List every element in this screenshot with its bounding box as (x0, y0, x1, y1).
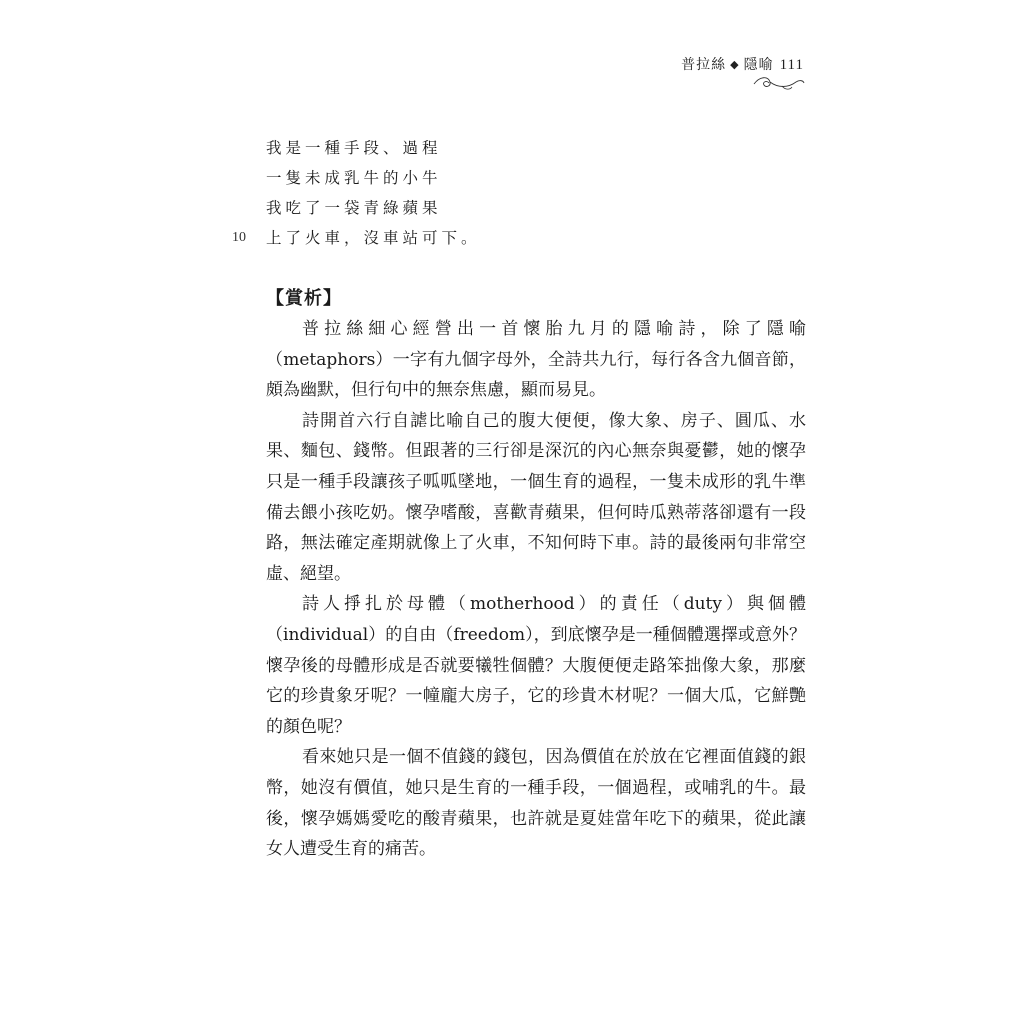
analysis-paragraph: 普拉絲細心經營出一首懷胎九月的隱喻詩，除了隱喻（metaphors）一字有九個字母外，全詩共九行，每行各含九個音節，頗為幽默，但行句中的無奈焦慮，顯而易見。 (266, 319, 806, 401)
poem-line: 我吃了一袋青綠蘋果 (266, 199, 442, 217)
poem-line-number: 10 (232, 230, 246, 245)
analysis-paragraph: 看來她只是一個不值錢的錢包，因為價值在於放在它裡面值錢的銀幣，她沒有價值，她只是生育的一種手段，一個過程，或哺乳的牛。最後，懷孕媽媽愛吃的酸青蘋果，也許就是夏娃當年吃下的蘋果，從此讓女人遭受生育的痛苦。 (266, 747, 806, 860)
header-title: 隱喻 (743, 57, 774, 73)
ornamental-flourish-icon (752, 74, 806, 92)
poem-line-last (232, 223, 481, 253)
analysis-body (266, 314, 806, 865)
analysis-heading: 【賞析】 (266, 288, 342, 309)
header-author: 普拉絲 (681, 57, 727, 73)
poem-line: 一隻未成乳牛的小牛 (266, 169, 442, 187)
poem-line-text: 上了火車，沒車站可下。 (266, 229, 481, 247)
analysis-paragraph: 詩人掙扎於母體（motherhood）的責任（duty）與個體（individual）的自由（freedom），到底懷孕是一種個體選擇或意外？懷孕後的母體形成是否就要犧牲個體？大腹便便走路笨拙像大象，那麼它的珍貴象牙呢？一幢龐大房子，它的珍貴木材呢？一個大瓜，它鮮艷的顏色呢？ (266, 594, 806, 737)
diamond-separator-icon: ◆ (730, 58, 740, 71)
analysis-paragraph: 詩開首六行自謔比喻自己的腹大便便，像大象、房子、圓瓜、水果、麵包、錢幣。但跟著的三行卻是深沉的內心無奈與憂鬱，她的懷孕只是一種手段讓孩子呱呱墜地，一個生育的過程，一隻未成形的乳牛準備去餵小孩吃奶。懷孕嗜酸，喜歡青蘋果，但何時瓜熟蒂落卻還有一段路，無法確定產期就像上了火車，不知何時下車。詩的最後兩句非常空虛、絕望。 (266, 410, 806, 584)
poem-line: 我是一種手段、過程 (266, 139, 442, 157)
running-header (681, 54, 804, 74)
page-number: 111 (779, 57, 804, 73)
poem-excerpt (232, 133, 481, 253)
